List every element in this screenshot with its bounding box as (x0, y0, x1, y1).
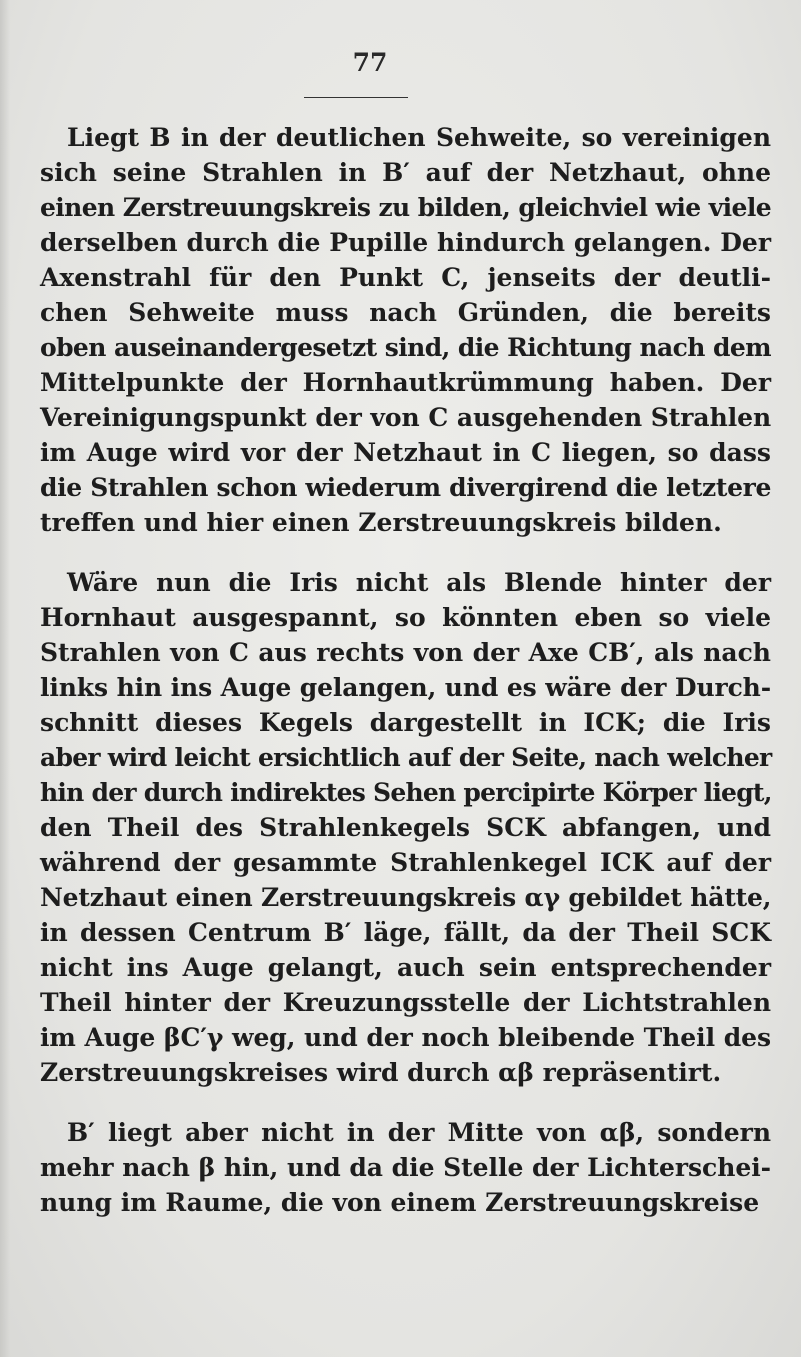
text-line: Axenstrahl für den Punkt C, jenseits der deutli- (40, 263, 771, 292)
text-line: hin der durch indirektes Sehen percipirte Körper liegt, (40, 778, 772, 807)
text-line: treffen und hier einen Zerstreuungskreis bilden. (40, 508, 722, 537)
text-line: derselben durch die Pupille hindurch gelangen. Der (40, 228, 771, 257)
text-line: chen Sehweite muss nach Gründen, die bereits (40, 298, 771, 327)
text-line: mehr nach β hin, und da die Stelle der Lichterschei- (40, 1153, 771, 1182)
text-line: Vereinigungspunkt der von C ausgehenden Strahlen (40, 403, 772, 432)
text-line: Zerstreuungskreises wird durch αβ repräsentirt. (40, 1058, 722, 1087)
text-line: Liegt B in der deutlichen Sehweite, so vereinigen (67, 123, 771, 152)
paragraph (40, 120, 771, 540)
text-line: in dessen Centrum B′ läge, fällt, da der Theil SCK (40, 918, 771, 947)
text-line: Mittelpunkte der Hornhautkrümmung haben. Der (40, 368, 771, 397)
text-line: B′ liegt aber nicht in der Mitte von αβ, sondern (67, 1118, 771, 1147)
text-line: Wäre nun die Iris nicht als Blende hinter der (67, 568, 771, 597)
page-number: 77 (352, 48, 388, 77)
text-line: im Auge wird vor der Netzhaut in C liegen, so dass (40, 438, 771, 467)
binding-shadow (0, 0, 10, 1357)
body-text (40, 120, 771, 1220)
text-line: Netzhaut einen Zerstreuungskreis αγ gebildet hätte, (40, 883, 772, 912)
text-line: Theil hinter der Kreuzungsstelle der Lichtstrahlen (40, 988, 771, 1017)
text-line: die Strahlen schon wiederum divergirend die letztere (40, 473, 771, 502)
text-line: nung im Raume, die von einem Zerstreuungskreise (40, 1188, 760, 1217)
text-line: aber wird leicht ersichtlich auf der Seite, nach welcher (40, 743, 772, 772)
paragraph (40, 1115, 771, 1220)
text-line: im Auge βC′γ weg, und der noch bleibende Theil des (40, 1023, 771, 1052)
text-line: links hin ins Auge gelangen, und es wäre der Durch- (40, 673, 771, 702)
text-line: Hornhaut ausgespannt, so könnten eben so viele (40, 603, 771, 632)
paragraph (40, 565, 771, 1090)
header-rule (304, 97, 408, 98)
text-line: schnitt dieses Kegels dargestellt in ICK; die Iris (40, 708, 771, 737)
text-line: einen Zerstreuungskreis zu bilden, gleichviel wie viele (40, 193, 771, 222)
text-line: sich seine Strahlen in B′ auf der Netzhaut, ohne (40, 158, 771, 187)
text-line: während der gesammte Strahlenkegel ICK auf der (40, 848, 771, 877)
text-line: den Theil des Strahlenkegels SCK abfangen, und (40, 813, 771, 842)
text-line: nicht ins Auge gelangt, auch sein entsprechender (40, 953, 771, 982)
text-line: Strahlen von C aus rechts von der Axe CB′, als nach (40, 638, 771, 667)
text-line: oben auseinandergesetzt sind, die Richtung nach dem (40, 333, 771, 362)
